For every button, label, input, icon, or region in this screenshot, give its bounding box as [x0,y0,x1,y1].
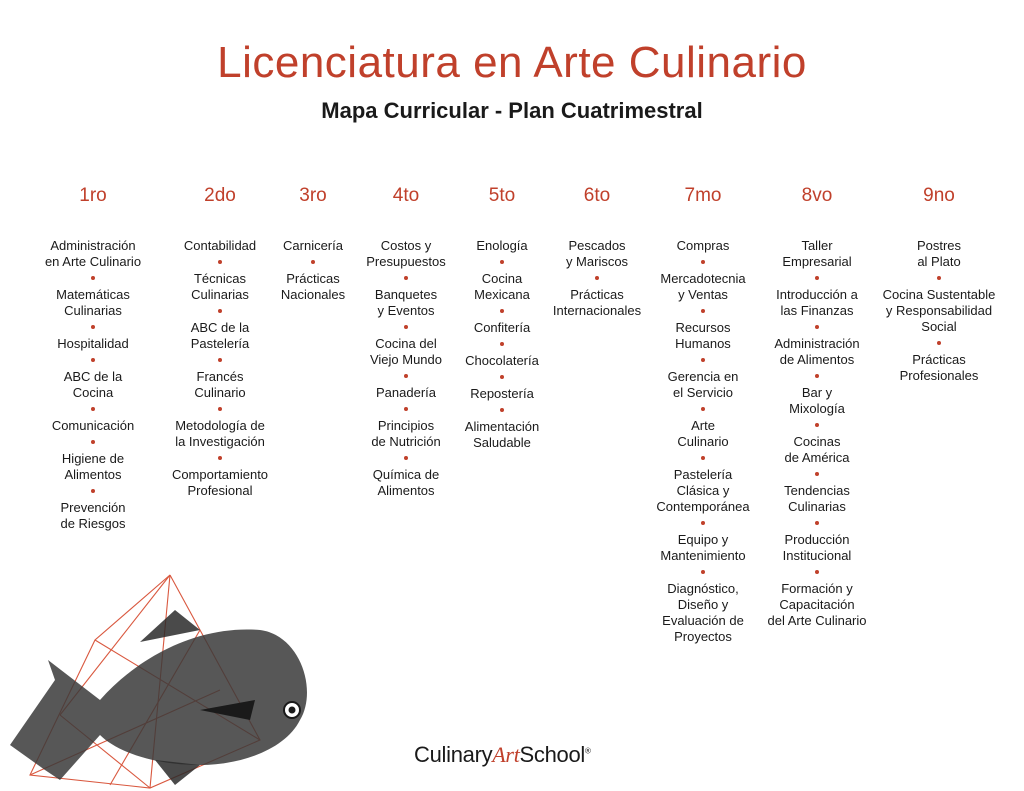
separator-dot [218,407,222,411]
separator-dot [815,521,819,525]
subject-item: Diagnóstico, Diseño y Evaluación de Proyectos [662,581,744,644]
subject-item: ABC de la Pastelería [190,320,250,351]
separator-dot [701,358,705,362]
subject-item: Chocolatería [465,353,539,368]
semester-label: 3ro [299,185,327,206]
separator-dot [701,521,705,525]
subject-item: Costos y Presupuestos [366,238,446,269]
subject-item: Banquetes y Eventos [374,287,438,318]
registered-mark: ® [584,746,591,756]
semester-label: 9no [923,185,955,206]
separator-dot [500,408,504,412]
subject-item: Cocina Mexicana [474,271,530,302]
separator-dot [218,309,222,313]
subject-item: Metodología de la Investigación [175,418,265,449]
subject-item: Enología [476,238,528,253]
subject-item: Bar y Mixología [789,385,845,416]
separator-dot [500,375,504,379]
subject-item: Comunicación [51,418,135,433]
separator-dot [815,374,819,378]
separator-dot [404,374,408,378]
subject-item: Principios de Nutrición [371,418,441,449]
subject-item: Hospitalidad [57,336,129,351]
separator-dot [500,342,504,346]
separator-dot [91,407,95,411]
separator-dot [404,325,408,329]
subject-item: Gerencia en el Servicio [667,369,739,400]
brand-logo [414,742,591,768]
subject-item: Química de Alimentos [372,467,440,498]
subject-item: Cocina del Viejo Mundo [369,336,443,367]
separator-dot [91,489,95,493]
separator-dot [701,407,705,411]
separator-dot [404,276,408,280]
semester-label: 2do [204,185,236,206]
subject-item: Prácticas Profesionales [899,352,979,383]
separator-dot [701,456,705,460]
page-subtitle: Mapa Curricular - Plan Cuatrimestral [321,98,703,123]
subject-item: Tendencias Culinarias [784,483,850,514]
separator-dot [311,260,315,264]
semester-label: 8vo [801,185,833,206]
separator-dot [404,407,408,411]
subject-item: Administración de Alimentos [774,336,860,367]
subject-item: Prevención de Riesgos [60,500,126,531]
separator-dot [91,440,95,444]
separator-dot [815,325,819,329]
separator-dot [218,260,222,264]
brand-culinary: Culinary [414,742,493,767]
subject-item: Administración en Arte Culinario [44,238,142,269]
separator-dot [815,423,819,427]
semester-label: 4to [392,185,420,206]
subject-item: Técnicas Culinarias [191,271,249,302]
separator-dot [701,570,705,574]
brand-school: School [519,742,585,767]
separator-dot [701,309,705,313]
subject-item: Contabilidad [183,238,257,253]
subject-item: Equipo y Mantenimiento [660,532,746,563]
semester-column [23,184,163,532]
fish-illustration [0,570,330,791]
page-title: Licenciatura en Arte Culinario [217,38,807,87]
subject-item: Compras [676,238,730,253]
subject-item: Panadería [376,385,436,400]
subject-item: Higiene de Alimentos [61,451,125,482]
subject-item: Pescados y Mariscos [565,238,629,269]
semester-label: 7mo [684,185,722,206]
fish-body [10,610,307,785]
separator-dot [815,472,819,476]
subject-item: Cocina Sustentable y Responsabilidad Social [882,287,996,334]
subject-item: Prácticas Internacionales [552,287,642,318]
subject-item: Prácticas Nacionales [280,271,346,302]
separator-dot [815,570,819,574]
separator-dot [595,276,599,280]
separator-dot [701,260,705,264]
subject-item: Matemáticas Culinarias [56,287,130,318]
separator-dot [91,358,95,362]
subject-item: Introducción a las Finanzas [776,287,858,318]
subject-item: Comportamiento Profesional [171,467,269,498]
separator-dot [937,341,941,345]
separator-dot [91,325,95,329]
subject-item: Repostería [470,386,534,401]
subject-item: Postres al Plato [916,238,962,269]
subject-item: Alimentación Saludable [464,419,540,450]
subject-item: Arte Culinario [677,418,729,449]
semester-label: 6to [583,185,611,206]
semester-column [869,184,1009,384]
subject-item: Pastelería Clásica y Contemporánea [656,467,750,514]
subject-item: Producción Institucional [782,532,852,563]
subject-item: Mercadotecnia y Ventas [660,271,746,302]
separator-dot [404,456,408,460]
semester-column [747,184,887,629]
subject-item: Formación y Capacitación del Arte Culinario [767,581,867,628]
brand-art: Art [492,742,520,767]
subject-item: Confitería [473,320,531,335]
separator-dot [500,260,504,264]
separator-dot [218,456,222,460]
subject-item: Francés Culinario [194,369,246,400]
separator-dot [218,358,222,362]
subject-item: Cocinas de América [784,434,850,465]
subject-item: Taller Empresarial [782,238,852,269]
separator-dot [500,309,504,313]
separator-dot [815,276,819,280]
semester-label: 1ro [79,185,107,206]
semester-label: 5to [488,185,516,206]
subject-item: Recursos Humanos [675,320,731,351]
separator-dot [937,276,941,280]
separator-dot [91,276,95,280]
subject-item: Carnicería [283,238,343,253]
subject-item: ABC de la Cocina [63,369,123,400]
